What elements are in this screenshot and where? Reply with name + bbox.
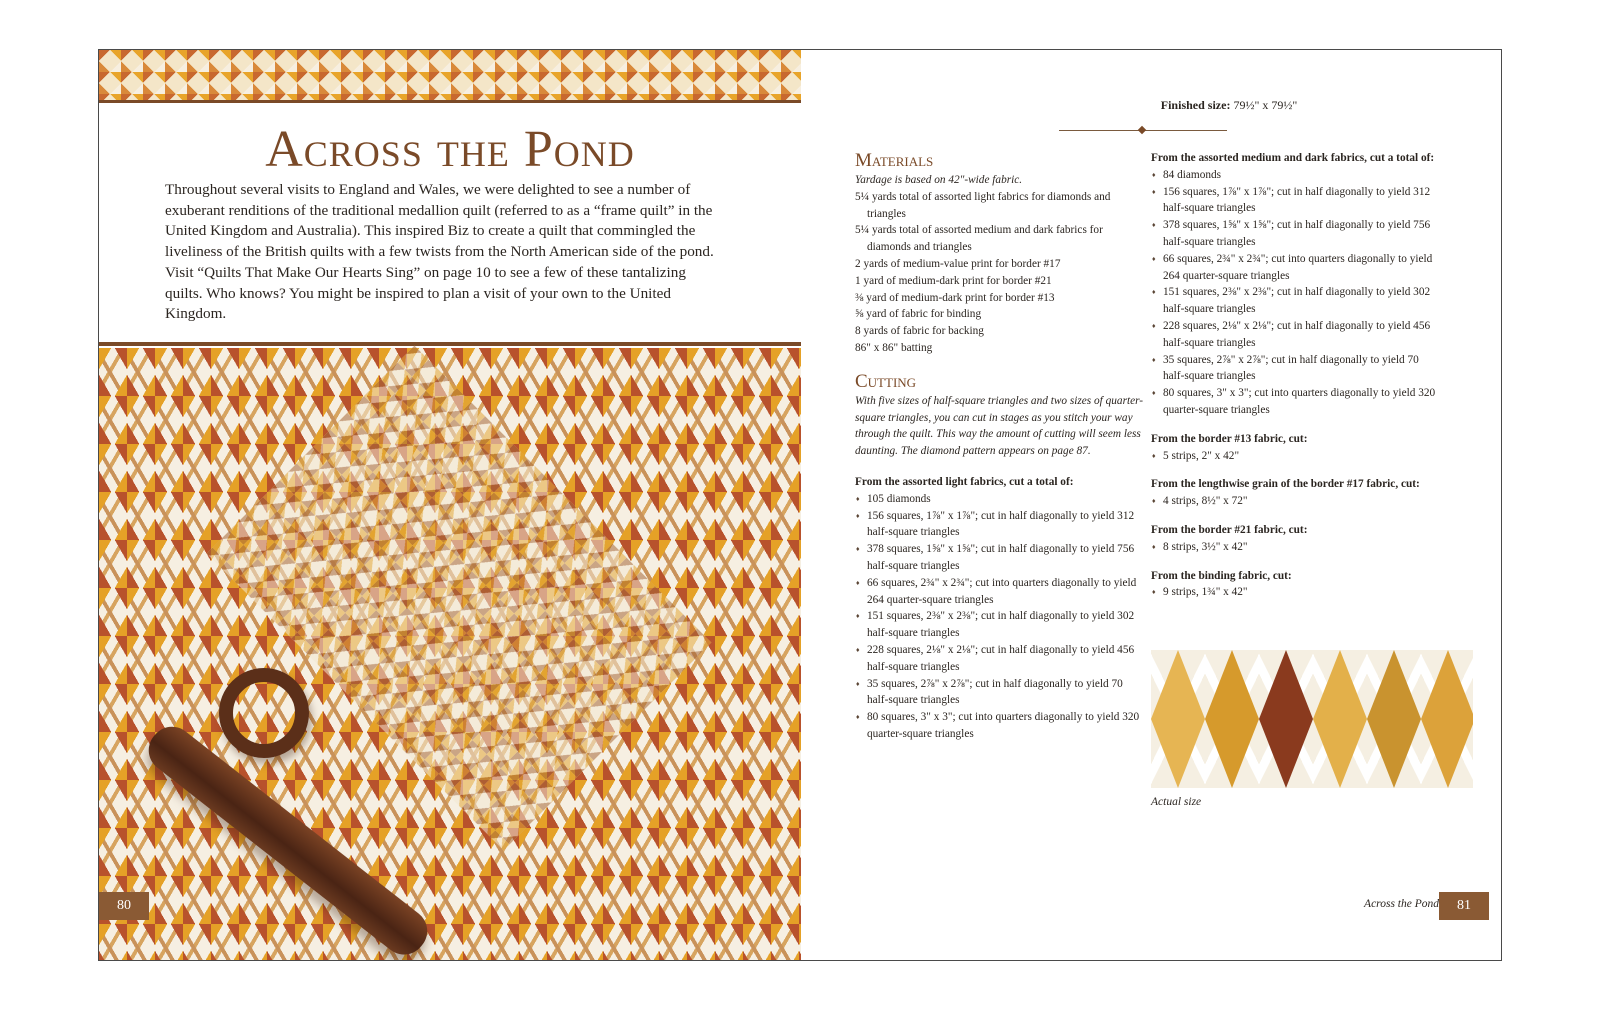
binding-heading: From the binding fabric, cut: bbox=[1151, 569, 1292, 582]
column-left bbox=[855, 150, 1145, 743]
page-number-right: 81 bbox=[1439, 892, 1489, 920]
header-rule bbox=[99, 100, 801, 103]
materials-item: 5¼ yards total of assorted light fabrics for diamonds and triangles bbox=[855, 190, 1111, 220]
list-item: ♦ 151 squares, 2⅜" x 2⅜"; cut in half diagonally to yield 302 half-square triangles bbox=[1151, 284, 1441, 318]
list-item: ♦ 228 squares, 2⅛" x 2⅛"; cut in half diagonally to yield 456 half-square triangles bbox=[855, 642, 1145, 676]
materials-item: 8 yards of fabric for backing bbox=[855, 325, 984, 338]
list-item: ♦ 378 squares, 1⅝" x 1⅝"; cut in half diagonally to yield 756 half-square triangles bbox=[1151, 217, 1441, 251]
border17-heading: From the lengthwise grain of the border #17 fabric, cut: bbox=[1151, 478, 1420, 491]
border17-list bbox=[1151, 493, 1441, 510]
antique-tool-image bbox=[140, 718, 436, 961]
swatch-diamond bbox=[1151, 650, 1205, 788]
border13-list bbox=[1151, 448, 1441, 465]
light-fabrics-heading: From the assorted light fabrics, cut a total of: bbox=[855, 475, 1074, 488]
list-item: ♦ 105 diamonds bbox=[855, 491, 1145, 508]
antique-tool-ring bbox=[219, 668, 309, 758]
quilt-photo bbox=[99, 348, 801, 961]
light-fabrics-list bbox=[855, 491, 1145, 743]
page-number-left: 80 bbox=[99, 892, 149, 920]
running-footer: Across the Pond bbox=[1364, 898, 1439, 910]
finished-size-label: Finished size: bbox=[1160, 98, 1231, 112]
materials-item: 5¼ yards total of assorted medium and dark fabrics for diamonds and triangles bbox=[855, 224, 1103, 254]
quilt-medallion-center bbox=[207, 346, 712, 851]
intro-paragraph: Throughout several visits to England and Wales, we were delighted to see a number of exuberant renditions of the traditional medallion quilt (referred to as a “frame quilt” in the United Kingdom and Australia). This inspired Biz to create a quilt that commingled the liveliness of the British quilts with a few twists from the North American side of the pond. Visit “Quilts That Make Our Hearts Sing” on page 10 to see a few of these tantalizing quilts. Who knows? You might be inspired to plan a visit of your own to the United Kingdom. bbox=[165, 181, 714, 323]
list-item: ♦ 84 diamonds bbox=[1151, 167, 1441, 184]
list-item: ♦ 156 squares, 1⅞" x 1⅞"; cut in half diagonally to yield 312 half-square triangles bbox=[1151, 184, 1441, 218]
materials-item: ⅜ yard of medium-dark print for border #13 bbox=[855, 291, 1055, 304]
border13-heading: From the border #13 fabric, cut: bbox=[1151, 432, 1308, 445]
list-item: ♦ 8 strips, 3½" x 42" bbox=[1151, 539, 1441, 556]
materials-item: ⅝ yard of fabric for binding bbox=[855, 308, 982, 321]
list-item: ♦ 35 squares, 2⅞" x 2⅞"; cut in half diagonally to yield 70 half-square triangles bbox=[1151, 352, 1441, 386]
swatch-diamond bbox=[1259, 650, 1313, 788]
list-item: ♦ 156 squares, 1⅞" x 1⅞"; cut in half diagonally to yield 312 half-square triangles bbox=[855, 508, 1145, 542]
materials-item: 86" x 86" batting bbox=[855, 341, 933, 354]
swatch-diamond bbox=[1313, 650, 1367, 788]
list-item: ♦ 80 squares, 3" x 3"; cut into quarters diagonally to yield 320 quarter-square triangles bbox=[1151, 385, 1441, 419]
photo-rule bbox=[99, 342, 801, 346]
swatch-diamond bbox=[1421, 650, 1473, 788]
materials-item: 2 yards of medium-value print for border #17 bbox=[855, 257, 1061, 270]
swatch-diamond bbox=[1367, 650, 1421, 788]
column-right bbox=[1151, 150, 1441, 601]
actual-size-swatch-image bbox=[1151, 650, 1473, 788]
page-title: Across the Pond bbox=[265, 121, 635, 178]
dark-fabrics-heading: From the assorted medium and dark fabrics, cut a total of: bbox=[1151, 152, 1435, 164]
list-item: ♦ 80 squares, 3" x 3"; cut into quarters diagonally to yield 320 quarter-square triangles bbox=[855, 709, 1145, 743]
binding-list bbox=[1151, 584, 1441, 601]
list-item: ♦ 9 strips, 1¾" x 42" bbox=[1151, 584, 1441, 601]
left-page bbox=[99, 50, 801, 961]
list-item: ♦ 35 squares, 2⅞" x 2⅞"; cut in half diagonally to yield 70 half-square triangles bbox=[855, 676, 1145, 710]
list-item: ♦ 4 strips, 8½" x 72" bbox=[1151, 493, 1441, 510]
list-item: ♦ 151 squares, 2⅜" x 2⅜"; cut in half diagonally to yield 302 half-square triangles bbox=[855, 608, 1145, 642]
materials-item: 1 yard of medium-dark print for border #21 bbox=[855, 274, 1052, 287]
border21-heading: From the border #21 fabric, cut: bbox=[1151, 523, 1308, 536]
cutting-heading: Cutting bbox=[855, 370, 917, 392]
finished-size bbox=[1059, 98, 1399, 113]
book-spread bbox=[98, 49, 1502, 961]
border21-list bbox=[1151, 539, 1441, 556]
list-item: ♦ 66 squares, 2¾" x 2¾"; cut into quarters diagonally to yield 264 quarter-square triangles bbox=[855, 575, 1145, 609]
ornament-diamond-icon bbox=[1138, 126, 1146, 134]
list-item: ♦ 378 squares, 1⅝" x 1⅝"; cut in half diagonally to yield 756 half-square triangles bbox=[855, 541, 1145, 575]
list-item: ♦ 66 squares, 2¾" x 2¾"; cut into quarters diagonally to yield 264 quarter-square triangles bbox=[1151, 251, 1441, 285]
list-item: ♦ 228 squares, 2⅛" x 2⅛"; cut in half diagonally to yield 456 half-square triangles bbox=[1151, 318, 1441, 352]
swatch-diamond bbox=[1205, 650, 1259, 788]
finished-size-value: 79½" x 79½" bbox=[1233, 98, 1298, 112]
cutting-note: With five sizes of half-square triangles and two sizes of quarter-square triangles, you can cut in stages as you stitch your way through the quilt. This way the amount of cutting will seem less daunting. The diamond pattern appears on page 87. bbox=[855, 394, 1144, 458]
dark-fabrics-list bbox=[1151, 167, 1441, 419]
materials-note: Yardage is based on 42"-wide fabric. bbox=[855, 174, 1023, 186]
swatch-caption: Actual size bbox=[1151, 796, 1202, 808]
materials-heading: Materials bbox=[855, 150, 934, 171]
right-page bbox=[801, 50, 1502, 961]
list-item: ♦ 5 strips, 2" x 42" bbox=[1151, 448, 1441, 465]
quilt-header-band-image bbox=[99, 50, 801, 100]
